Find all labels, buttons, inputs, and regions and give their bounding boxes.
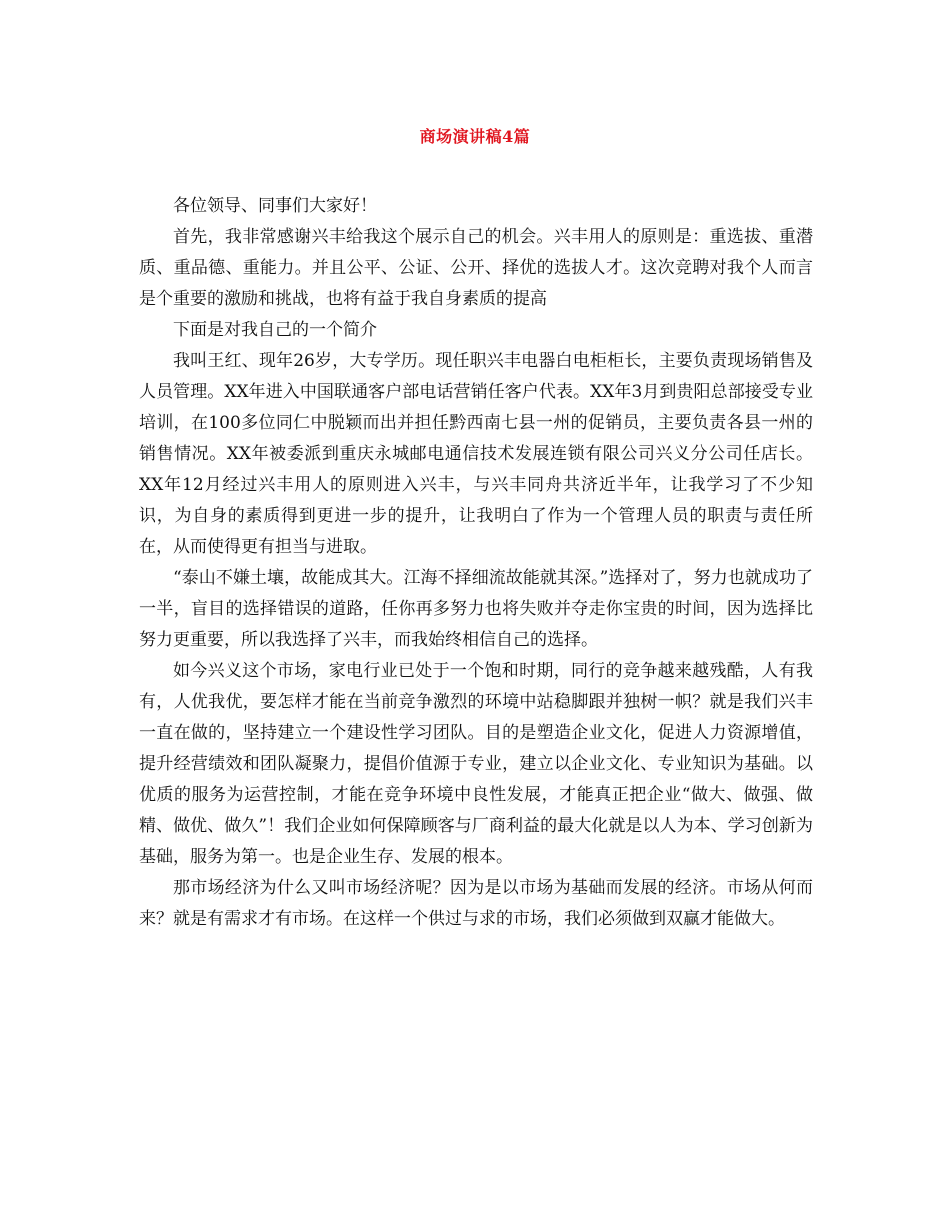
document-body xyxy=(139,191,813,935)
paragraph-intro-heading: 下面是对我自己的一个简介 xyxy=(173,320,377,340)
paragraph-market-economy: 那市场经济为什么又叫市场经济呢？因为是以市场为基础而发展的经济。市场从何而来？就是有需求才有市场。在这样一个供过与求的市场，我们必须做到双赢才能做大。 xyxy=(139,878,813,929)
paragraph-self-intro: 我叫王红、现年26岁，大专学历。现任职兴丰电器白电柜柜长，主要负责现场销售及人员管理。XX年进入中国联通客户部电话营销任客户代表。XX年3月到贵阳总部接受专业培训，在100多位同仁中脱颖而出并担任黔西南七县一州的促销员，主要负责各县一州的销售情况。XX年被委派到重庆永城邮电通信技术发展连锁有限公司兴义分公司任店长。XX年12月经过兴丰用人的原则进入兴丰，与兴丰同舟共济近半年，让我学习了不少知识，为自身的素质得到更进一步的提升，让我明白了作为一个管理人员的职责与责任所在，从而使得更有担当与进取。 xyxy=(139,351,813,557)
paragraph-choice: “泰山不嫌土壤，故能成其大。江海不择细流故能就其深。”选择对了，努力也就成功了一半，盲目的选择错误的道路，任你再多努力也将失败并夺走你宝贵的时间，因为选择比努力更重要，所以我选择了兴丰，而我始终相信自己的选择。 xyxy=(139,568,813,650)
paragraph-greeting: 各位领导、同事们大家好！ xyxy=(173,196,377,216)
paragraph-market: 如今兴义这个市场，家电行业已处于一个饱和时期，同行的竞争越来越残酷，人有我有，人优我优，要怎样才能在当前竞争激烈的环境中站稳脚跟并独树一帜？就是我们兴丰一直在做的，坚持建立一个建设性学习团队。目的是塑造企业文化，促进人力资源增值，提升经营绩效和团队凝聚力，提倡价值源于专业，建立以企业文化、专业知识为基础。以优质的服务为运营控制，才能在竞争环境中良性发展，才能真正把企业“做大、做强、做精、做优、做久”！我们企业如何保障顾客与厂商利益的最大化就是以人为本、学习创新为基础，服务为第一。也是企业生存、发展的根本。 xyxy=(139,661,813,867)
paragraph-thanks: 首先，我非常感谢兴丰给我这个展示自己的机会。兴丰用人的原则是：重选拔、重潜质、重品德、重能力。并且公平、公证、公开、择优的选拔人才。这次竞聘对我个人而言是个重要的激励和挑战，也将有益于我自身素质的提高 xyxy=(139,227,813,309)
document-title: 商场演讲稿4篇 xyxy=(419,127,531,146)
